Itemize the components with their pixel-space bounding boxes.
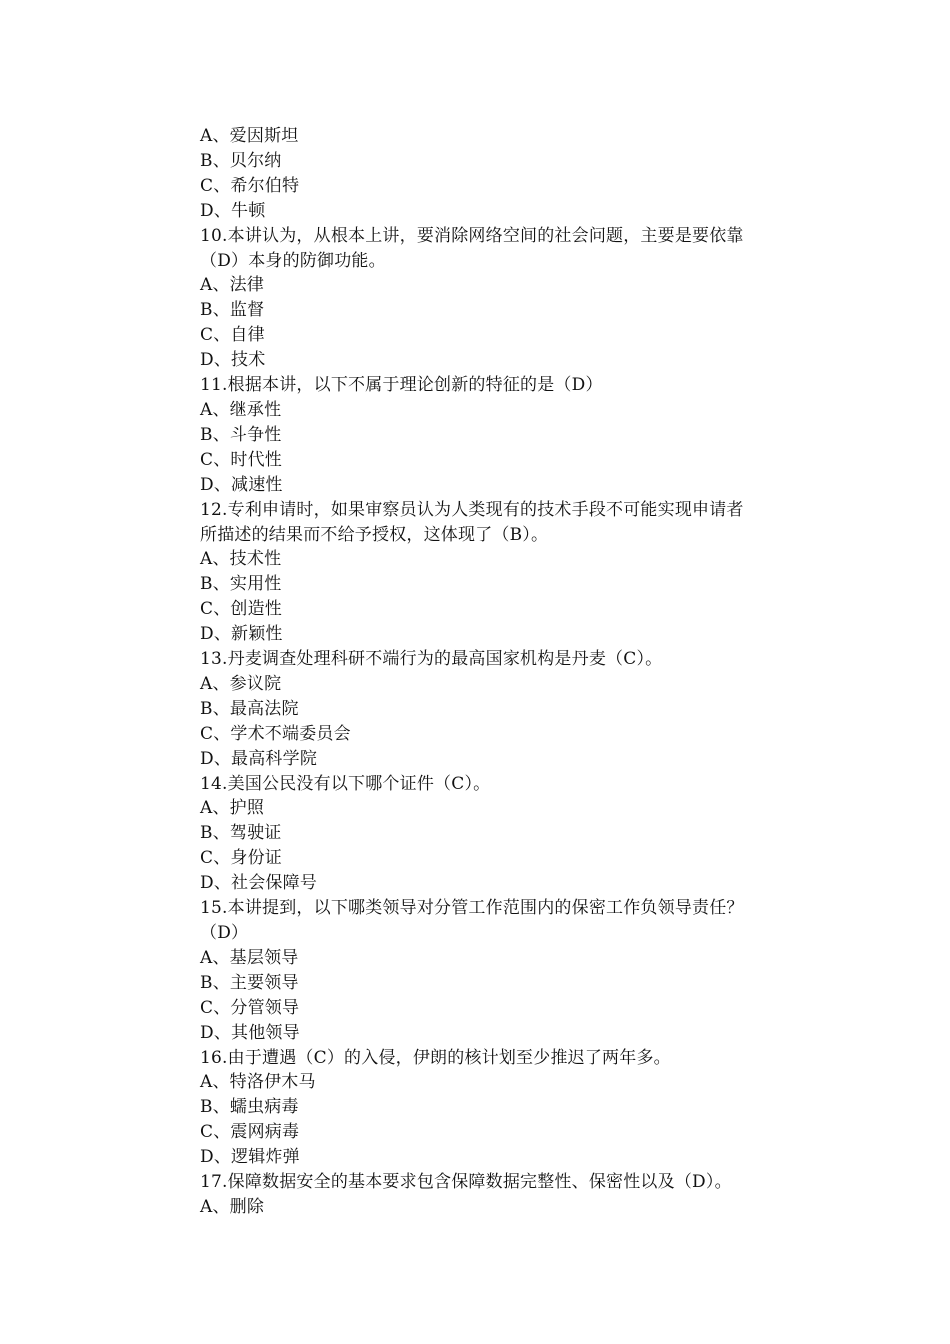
text-line: C、震网病毒 (200, 1122, 300, 1143)
question-line: 13.丹麦调查处理科研不端行为的最高国家机构是丹麦（C）。 (200, 649, 663, 670)
question-line: （D） (200, 923, 249, 943)
text-line: A、护照 (200, 798, 265, 819)
text-line: B、最高法院 (200, 698, 299, 719)
question-line: 15.本讲提到，以下哪类领导对分管工作范围内的保密工作负领导责任？ (200, 898, 744, 919)
text-line: B、斗争性 (200, 424, 282, 445)
text-line: D、其他领导 (200, 1022, 300, 1043)
text-line: C、希尔伯特 (200, 175, 300, 196)
text-line: A、爱因斯坦 (200, 126, 299, 146)
text-line: B、蠕虫病毒 (200, 1097, 299, 1118)
text-line: C、学术不端委员会 (200, 723, 351, 744)
question-line: 12.专利申请时，如果审察员认为人类现有的技术手段不可能实现申请者 (200, 499, 744, 520)
text-line: D、减速性 (200, 474, 283, 495)
text-line: B、驾驶证 (200, 823, 282, 844)
text-line: A、参议院 (200, 673, 282, 694)
text-line: C、身份证 (200, 848, 283, 869)
text-line: D、最高科学院 (200, 748, 318, 769)
question-line: 17.保障数据安全的基本要求包含保障数据完整性、保密性以及（D）。 (200, 1172, 732, 1193)
question-line: 10.本讲认为，从根本上讲，要消除网络空间的社会问题，主要是要依靠 (200, 225, 744, 246)
text-line: C、时代性 (200, 449, 283, 470)
text-line: D、技术 (200, 350, 266, 371)
text-line: B、监督 (200, 300, 265, 321)
question-line: 11.根据本讲，以下不属于理论创新的特征的是（D） (200, 375, 603, 396)
text-line: A、法律 (200, 275, 265, 296)
text-line: D、社会保障号 (200, 873, 318, 894)
question-line: 14.美国公民没有以下哪个证件（C）。 (200, 773, 491, 794)
text-line: C、自律 (200, 325, 265, 346)
question-line: 所描述的结果而不给予授权，这体现了（B）。 (200, 524, 549, 545)
text-line: A、删除 (200, 1196, 265, 1217)
text-line: D、新颖性 (200, 624, 283, 645)
text-line: D、逻辑炸弹 (200, 1147, 300, 1168)
text-line: C、分管领导 (200, 997, 300, 1018)
question-line: （D）本身的防御功能。 (200, 250, 386, 271)
text-line: A、特洛伊木马 (200, 1072, 316, 1093)
text-line: B、实用性 (200, 574, 282, 595)
text-line: A、继承性 (200, 399, 282, 420)
document-body (200, 124, 820, 1220)
text-line: B、贝尔纳 (200, 150, 282, 171)
text-line: C、创造性 (200, 599, 283, 620)
text-line: A、基层领导 (200, 947, 299, 968)
text-line: A、技术性 (200, 549, 282, 570)
text-line: B、主要领导 (200, 972, 299, 993)
text-line: D、牛顿 (200, 200, 266, 221)
question-line: 16.由于遭遇（C）的入侵，伊朗的核计划至少推迟了两年多。 (200, 1047, 671, 1068)
